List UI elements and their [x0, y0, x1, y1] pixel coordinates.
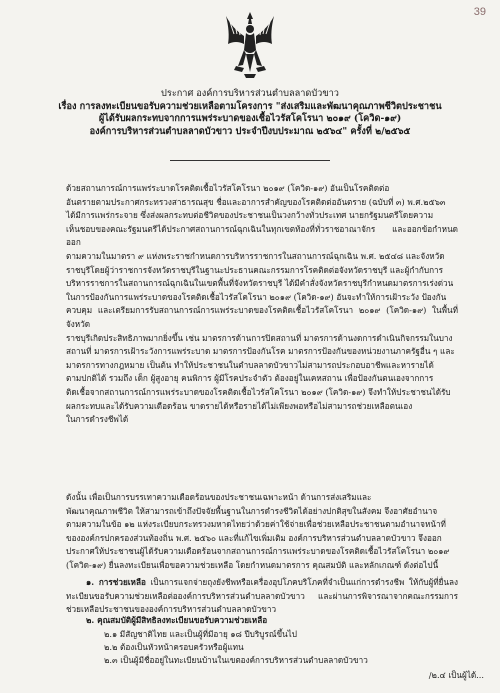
subject-line-1: เรื่อง การลงทะเบียนขอรับความช่วยเหลือตามโครงการ "ส่งเสริมและพัฒนาคุณภาพชีวิตประชาชน: [58, 100, 442, 112]
section-1: [66, 576, 458, 617]
subject-line-3: องค์การบริหารส่วนตำบลลาดบัวขาว ประจำปีงบประมาณ ๒๕๖๔" ครั้งที่ ๒/๒๕๖๕: [89, 125, 411, 137]
announcement-title: ประกาศ องค์การบริหารส่วนตำบลลาดบัวขาว: [161, 88, 339, 99]
list-item: ๒.๓ เป็นผู้มีชื่ออยู่ในทะเบียนบ้านในเขตองค์การบริหารส่วนตำบลลาดบัวขาว: [104, 655, 368, 665]
section-1-title: ๑. การช่วยเหลือ: [86, 577, 146, 587]
list-item: ๒.๒ ต้องเป็นหัวหน้าครอบครัวหรือผู้แทน: [104, 642, 244, 652]
header-divider: [170, 160, 330, 161]
paragraph-1: ด้วยสถานการณ์การแพร่ระบาดโรคติดเชื้อไวรัสโคโรนา ๒๐๑๙ (โควิด-๑๙) อันเป็นโรคติดต่อ อันตรายตามประกาศกระทรวงสาธารณสุข ชื่อและอาการสำคัญของโรคติดต่ออันตราย (ฉบับที่ ๓) พ.ศ.๒๕๖๓ ได้มีการแพร่กระจาย ซึ่งส่งผลกระทบต่อชีวิตของประชาชนเป็นวงกว้างทั่วประเทศ นายกรัฐมนตรีโดยความ เห็นชอบของคณะรัฐมนตรีได้ประกาศสถานการณ์ฉุกเฉินในทุกเขตท้องที่ทั่วราชอาณาจักร และออกข้อกำหนดออก ตามความในมาตรา ๙ แห่งพระราชกำหนดการบริหารราชการในสถานการณ์ฉุกเฉิน พ.ศ. ๒๕๔๘ และจังหวัด ราชบุรีโดยผู้ว่าราชการจังหวัดราชบุรีในฐานะประธานคณะกรรมการโรคติดต่อจังหวัดราชบุรี และผู้กำกับการ บริหารราชการในสถานการณ์ฉุกเฉินในเขตพื้นที่จังหวัดราชบุรี ได้มีคำสั่งจังหวัดราชบุรีกำหนดมาตรการเร่งด่วน ในการป้องกันการแพร่ระบาดของโรคติดเชื้อไวรัสโคโรนา ๒๐๑๙ (โควิด-๑๙) อันจะทำให้การเฝ้าระวัง ป้องกัน ควบคุม และเตรียมการรับสถานการณ์การแพร่ระบาดของโรคติดเชื้อไวรัสโคโรนา ๒๐๑๙ (โควิด-๑๙) ในพื้นที่จังหวัด ราชบุรีเกิดประสิทธิภาพมากยิ่งขึ้น เช่น มาตรการด้านการปิดสถานที่ มาตรการด้านงดการดำเนินกิจกรรมในบาง สถานที่ มาตรการเฝ้าระวังการแพร่ระบาด มาตรการป้องกันโรค มาตรการป้องกันของหน่วยงานภาครัฐอื่น ๆ และ มาตรการทางกฎหมาย เป็นต้น ทำให้ประชาชนในตำบลลาดบัวขาวไม่สามารถประกอบอาชีพและหารายได้ ตามปกติได้ รวมถึง เด็ก ผู้สูงอายุ คนพิการ ผู้มีโรคประจำตัว ต้องอยู่ในเคหสถาน เพื่อป้องกันตนเองจากการ ติดเชื้อจากสถานการณ์การแพร่ระบาดของโรคติดเชื้อไวรัสโคโรนา ๒๐๑๙ (โควิด-๑๙) จึงทำให้ประชาชนได้รับ ผลกระทบและได้รับความเดือดร้อน ขาดรายได้หรือรายได้ไม่เพียงพอหรือไม่สามารถช่วยเหลือตนเอง ในการดำรงชีพได้: [66, 183, 458, 425]
section-1-text: เป็นการแจกจ่ายถุงยังชีพหรือเครื่องอุปโภคบริโภคที่จำเป็นแก่การดำรงชีพ ให้กับผู้ที่ยื่นลงทะเบียนขอรับความช่วยเหลือต่อองค์การบริหารส่วนตำบลลาดบัวขาว และผ่านการพิจารณาจากคณะกรรมการช่วยเหลือประชาชนขององค์การบริหารส่วนตำบลลาดบัวขาว: [66, 577, 459, 615]
section-2-title: ๒. คุณสมบัติผู้มีสิทธิลงทะเบียนขอรับความช่วยเหลือ: [86, 615, 268, 625]
page-number: 39: [473, 6, 486, 18]
continuation-marker: /๒.๔ เป็นผู้ได้...: [428, 670, 484, 680]
list-item: ๒.๑ มีสัญชาติไทย และเป็นผู้ที่มีอายุ ๑๘ ปีบริบูรณ์ขึ้นไป: [104, 629, 297, 639]
subject-line-2: ผู้ได้รับผลกระทบจากการแพร่ระบาดของเชื้อไวรัสโคโรนา ๒๐๑๙ (โควิด-๑๙): [98, 113, 402, 124]
announcement-header: [0, 88, 500, 138]
paragraph-2: ดังนั้น เพื่อเป็นการบรรเทาความเดือดร้อนของประชาชนเฉพาะหน้า ด้านการส่งเสริมและ พัฒนาคุณภาพชีวิต ให้สามารถเข้าถึงปัจจัยพื้นฐานในการดำรงชีวิตได้อย่างปกติสุขในสังคม จึงอาศัยอำนาจ ตามความในข้อ ๑๒ แห่งระเบียบกระทรวงมหาดไทยว่าด้วยค่าใช้จ่ายเพื่อช่วยเหลือประชาชนตามอำนาจหน้าที่ ขององค์กรปกครองส่วนท้องถิ่น พ.ศ. ๒๕๖๐ และที่แก้ไขเพิ่มเติม องค์การบริหารส่วนตำบลลาดบัวขาว จึงออก ประกาศให้ประชาชนผู้ได้รับความเดือดร้อนจากสถานการณ์การแพร่ระบาดของโรคติดเชื้อไวรัสโคโรนา ๒๐๑๙ (โควิด-๑๙) ยื่นลงทะเบียนเพื่อขอความช่วยเหลือ โดยกำหนดมาตรการ คุณสมบัติ และหลักเกณฑ์ ดังต่อไปนี้: [66, 492, 450, 570]
garuda-emblem-icon: [224, 10, 276, 80]
